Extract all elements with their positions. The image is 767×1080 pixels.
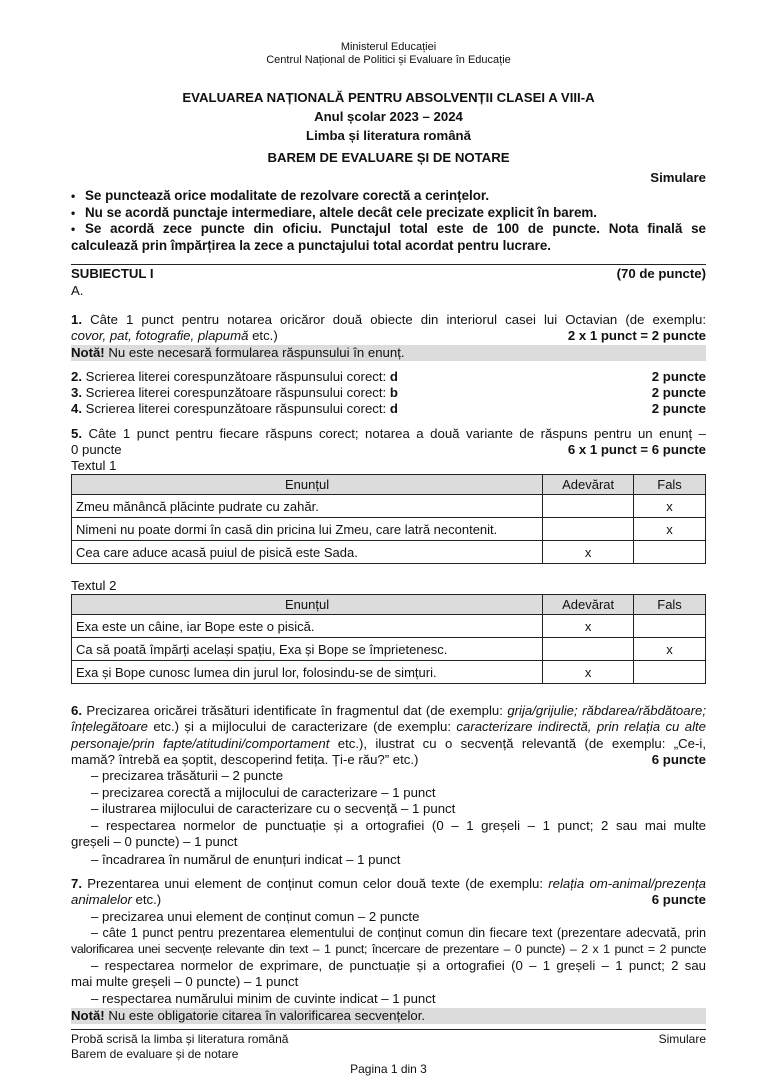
true-cell: x [543,661,634,684]
statement-cell: Zmeu mănâncă plăcinte pudrate cu zahăr. [72,495,543,518]
q6-line2: înțelegătoare etc.) și a mijlocului de caracterizare (de exemplu: caracterizare indirectă, prin relația cu alte [71,719,706,734]
statement-cell: Ca să poată împărți același spațiu, Exa și Bope se împrietenesc. [72,638,543,661]
q6-criterion: – precizarea corectă a mijlocului de caracterizare – 1 punct [91,785,436,800]
center-label: Centrul Național de Politici și Evaluare în Educație [266,54,511,66]
rule-item: • Se acordă zece puncte din oficiu. Punctajul total este de 100 de puncte. Nota finală se [71,221,706,236]
rule-item-continued: calculează prin împărțirea la zece a punctajului total acordat pentru lucrare. [71,237,551,253]
true-cell: x [543,615,634,638]
true-cell [543,638,634,661]
exam-title: EVALUAREA NAȚIONALĂ PENTRU ABSOLVENȚII CLASEI A VIII-A [182,90,595,105]
q7-criterion-continued: mai multe greșeli – 0 puncte) – 1 punct [71,974,299,989]
table-header-row [72,475,706,495]
col-statement: Enunțul [72,475,543,495]
q7-line2: animalelor etc.) 6 puncte [71,892,706,907]
q1-line2: covor, pat, fotografie, plapumă etc.) 2 x 1 punct = 2 puncte [71,328,706,343]
statement-cell: Exa este un câine, iar Bope este o pisică. [72,615,543,638]
text2-table [71,594,706,684]
rule-item: • Se punctează orice modalitate de rezolvare corectă a cerințelor. [71,188,490,203]
table-row [72,495,706,518]
subiect-heading [71,264,706,282]
general-rules [71,188,706,254]
statement-cell: Exa și Bope cunosc lumea din jurul lor, folosindu-se de simțuri. [72,661,543,684]
q1-note: Notă! Nu este necesară formularea răspunsului în enunț. [71,345,706,361]
q6-criterion: – precizarea trăsăturii – 2 puncte [91,768,284,783]
subiect-title: SUBIECTUL I [71,266,154,281]
q5-line1: 5. Câte 1 punct pentru fiecare răspuns corect; notarea a două variante de răspuns pentru un enunț – [71,426,706,441]
q7-score: 6 puncte [651,892,706,907]
simulation-label: Simulare [650,170,706,185]
q3-row: 3. Scrierea literei corespunzătoare răspunsului corect: b 2 puncte [71,385,706,400]
q6-criterion-continued: greșeli – 0 puncte) – 1 punct [71,834,238,849]
rule-item: • Nu se acordă punctaje intermediare, altele decât cele precizate explicit în barem. [71,204,598,220]
q7-criterion: – respectarea normelor de exprimare, de punctuație și a ortografiei (0 – 1 greșeli – 1 punct; 2 sau [91,958,706,973]
statement-cell: Nimeni nu poate dormi în casă din pricina lui Zmeu, care latră necontenit. [72,518,543,541]
col-true: Adevărat [543,475,634,495]
page-number: Pagina 1 din 3 [350,1062,427,1076]
table-row [72,638,706,661]
col-false: Fals [634,475,706,495]
table-row [72,661,706,684]
q1-score: 2 x 1 punct = 2 puncte [567,328,706,343]
q6-line3: personaje/prin fapte/atitudini/comportament etc.), ilustrat cu o secvență relevantă (de exemplu: „Ce-i, [71,736,706,751]
footer-simulation: Simulare [658,1032,706,1046]
text1-label: Textul 1 [71,458,117,473]
q6-criterion: – respectarea normelor de punctuație și a ortografiei (0 – 1 greșeli – 1 punct; 2 sau mai multe [91,818,706,833]
q4-score: 2 puncte [651,401,706,416]
table-row [72,518,706,541]
part-label: A. [71,283,84,298]
q2-score: 2 puncte [651,369,706,384]
q7-criterion-continued: valorificarea unei secvențe relevante din text – 1 punct; încercare de prezentare – 0 puncte) – 2 x 1 punct = 2 puncte [71,942,706,956]
false-cell: x [634,518,706,541]
q7-note: Notă! Nu este obligatorie citarea în valorificarea secvențelor. [71,1008,706,1024]
footer-exam: Probă scrisă la limba și literatura română [71,1032,289,1046]
col-statement: Enunțul [72,595,543,615]
true-cell [543,495,634,518]
q6-criterion: – încadrarea în numărul de enunțuri indicat – 1 punct [91,852,401,867]
q6-line1: 6. Precizarea oricărei trăsături identificate în fragmentul dat (de exemplu: grija/grijulie; răbdarea/răbdătoare; [71,703,706,718]
col-true: Adevărat [543,595,634,615]
q2-row: 2. Scrierea literei corespunzătoare răspunsului corect: d 2 puncte [71,369,706,384]
q3-score: 2 puncte [651,385,706,400]
school-year: Anul școlar 2023 – 2024 [314,109,463,124]
q7-criterion: – câte 1 punct pentru prezentarea elementului de conținut comun din fiecare text (prezentare adecvată, prin [91,926,706,940]
q6-score: 6 puncte [651,752,706,767]
false-cell: x [634,638,706,661]
col-false: Fals [634,595,706,615]
q7-criterion: – respectarea numărului minim de cuvinte indicat – 1 punct [91,991,436,1006]
ministry-label: Ministerul Educației [340,41,437,53]
true-cell: x [543,541,634,564]
q6-criterion: – ilustrarea mijlocului de caracterizare cu o secvență – 1 punct [91,801,456,816]
table-row [72,615,706,638]
subiect-points: (70 de puncte) [616,266,706,281]
false-cell [634,541,706,564]
statement-cell: Cea care aduce acasă puiul de pisică este Sada. [72,541,543,564]
footer [71,1032,706,1062]
q7-criterion: – precizarea unui element de conținut comun – 2 puncte [91,909,420,924]
false-cell [634,661,706,684]
q5-line2: 0 puncte 6 x 1 punct = 6 puncte [71,442,706,457]
table-row [72,541,706,564]
q4-row: 4. Scrierea literei corespunzătoare răspunsului corect: d 2 puncte [71,401,706,416]
q1-line1: 1. Câte 1 punct pentru notarea oricăror două obiecte din interiorul casei lui Octavian (de exemplu: [71,312,706,327]
q6-line4: mamă? întrebă ea șoptit, descoperind fetița. Ți-e rău?” etc.) 6 puncte [71,752,706,767]
barem-title: BAREM DE EVALUARE ȘI DE NOTARE [267,150,510,165]
text2-label: Textul 2 [71,578,117,593]
true-cell [543,518,634,541]
table-header-row [72,595,706,615]
subject-title: Limba și literatura română [306,128,471,143]
false-cell: x [634,495,706,518]
false-cell [634,615,706,638]
q7-line1: 7. Prezentarea unui element de conținut comun celor două texte (de exemplu: relația om-animal/prezența [71,876,706,891]
footer-divider [71,1029,706,1030]
q5-score: 6 x 1 punct = 6 puncte [567,442,706,457]
text1-table [71,474,706,564]
document-page [71,0,706,1080]
footer-barem: Barem de evaluare și de notare [71,1047,239,1061]
